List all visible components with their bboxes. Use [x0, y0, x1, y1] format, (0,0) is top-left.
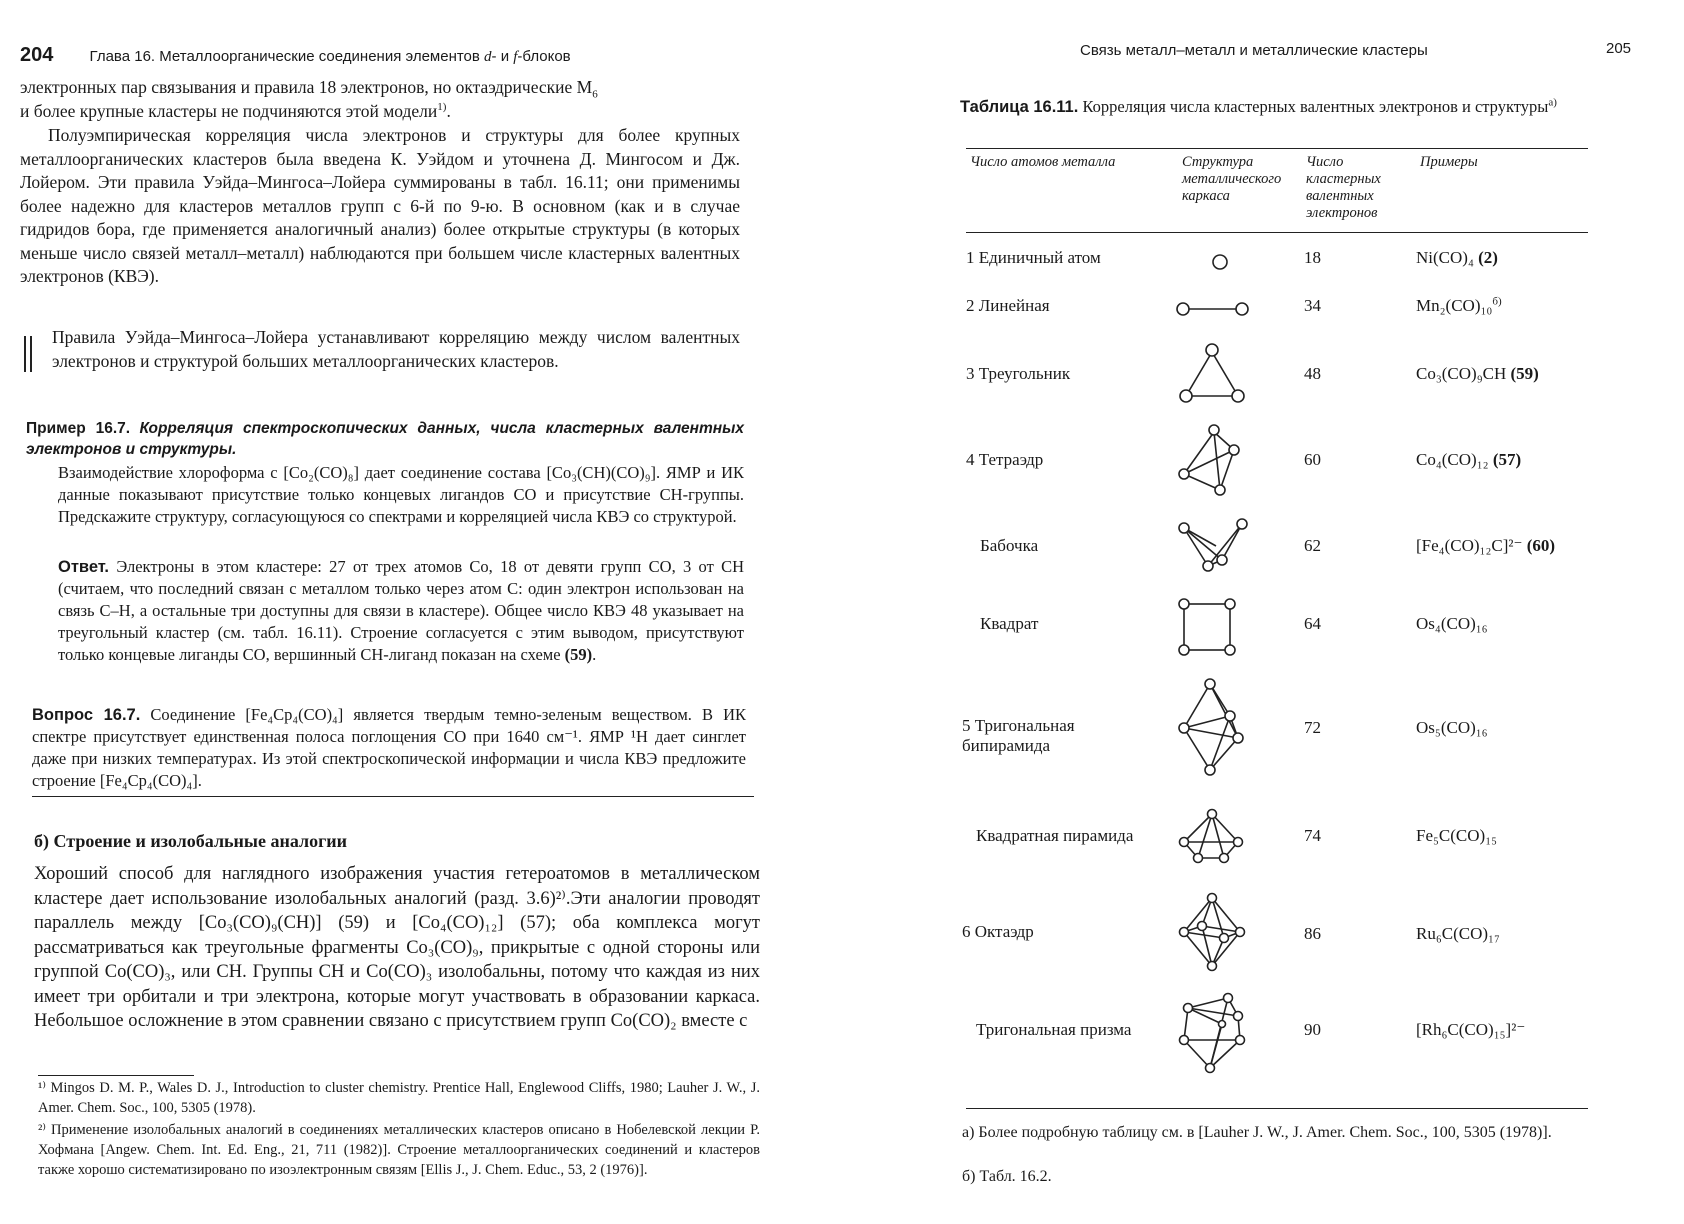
page-number-right: 205	[1606, 40, 1632, 57]
running-head-right: Связь металл–металл и металлические кластеры	[1080, 42, 1428, 59]
table-caption: Таблица 16.11. Корреляция числа кластерных валентных электронов и структуры$^{а)}$	[960, 96, 1557, 116]
left-page	[0, 0, 780, 1224]
row-cve: 74	[1304, 826, 1321, 845]
table-header-rule	[966, 232, 1588, 233]
table-top-rule	[966, 148, 1588, 149]
table-footnote-b: б) Табл. 16.2.	[962, 1168, 1052, 1185]
row-label: Квадрат	[980, 614, 1039, 633]
row-cve: 86	[1304, 924, 1321, 943]
example-heading: Пример 16.7. Корреляция спектроскопических данных, числа кластерных валентных электронов и структуры.	[26, 420, 744, 458]
row-example: [Rh₆C(CO)₁₅]²⁻	[1416, 1020, 1526, 1039]
row-example: Fe₅C(CO)₁₅	[1416, 826, 1498, 845]
rule-marker	[24, 336, 32, 372]
row-cve: 18	[1304, 248, 1321, 267]
structure-octahedron	[1176, 890, 1256, 974]
row-label: 3 Треугольник	[966, 364, 1071, 383]
row-cve: 60	[1304, 450, 1321, 469]
rule-statement: Правила Уэйда–Мингоса–Лойера устанавливают корреляцию между числом валентных электронов и структурой больших металлоорганических кластеров.	[52, 327, 740, 371]
example-body: Взаимодействие хлороформа с [Co₂(CO)₈] дает соединение состава [Co₃(CH)(CO)₉]. ЯМР и ИК данные показывают присутствие только концевых лигандов CO и присутствие CH-группы. Предскажите структуру, согласующуюся со спектрами и корреляцией числа КВЭ со структурой.	[58, 463, 744, 526]
row-label: 6 Октаэдр	[962, 922, 1034, 941]
footnote-1: ¹⁾ Mingos D. M. P., Wales D. J., Introduction to cluster chemistry. Prentice Hall, Englewood Cliffs, 1980; Lauher J. W., J. Amer. Chem. Soc., 100, 5305 (1978).	[38, 1080, 760, 1116]
paragraph-intro: электронных пар связывания и правила 18 электронов, но октаэдрические $M_6$ и более крупные кластеры не подчиняются этой модели$^{1)}$.	[20, 77, 598, 121]
row-cve: 34	[1304, 296, 1321, 315]
row-cve: 72	[1304, 718, 1321, 737]
structure-trigonal-bipyramid	[1176, 676, 1256, 780]
row-label: 2 Линейная	[966, 296, 1050, 315]
structure-tetrahedron	[1176, 420, 1256, 500]
footnote-2: ²⁾ Применение изолобальных аналогий в соединениях металлических кластеров описано в Нобелевской лекции Р. Хофмана [Angew. Chem. Int. Ed. Eng., 21, 711 (1982)]. Строение металлоорганических соединений и кластеров также хорошо систематизировано по изоэлектронным связям [Ellis J., J. Chem. Educ., 53, 2 (1976)].	[38, 1122, 760, 1178]
structure-square	[1176, 596, 1256, 658]
row-cve: 48	[1304, 364, 1321, 383]
row-label: Тригональная призма	[976, 1020, 1132, 1039]
row-example: Mn₂(CO)₁₀$^{б)}$	[1416, 295, 1502, 315]
row-example: Ru₆C(CO)₁₇	[1416, 924, 1500, 943]
row-cve: 90	[1304, 1020, 1321, 1039]
row-label: 4 Тетраэдр	[966, 450, 1044, 469]
structure-butterfly	[1176, 516, 1256, 576]
header-atoms: Число атомов металла	[970, 154, 1116, 170]
table-footnote-a: а) Более подробную таблицу см. в [Lauher J. W., J. Amer. Chem. Soc., 100, 5305 (1978)].	[962, 1124, 1552, 1141]
question-rule	[32, 796, 754, 797]
header-cve: Число кластерных валентных электронов	[1306, 154, 1381, 221]
row-label: Бабочка	[980, 536, 1039, 555]
example-answer: Ответ. Электроны в этом кластере: 27 от трех атомов Co, 18 от девяти групп CO, 3 от CH (считаем, что последний связан с металлом только через атом C: один электрон использован на связь C–H, а остальные три доступны для связи в кластере). Общее число КВЭ 48 указывает на треугольный кластер (см. табл. 16.11). Строение согласуется с этим выводом, присутствуют только концевые лиганды CO, вершинный CH-лиганд показан на схеме (59).	[58, 557, 744, 664]
row-cve: 64	[1304, 614, 1321, 633]
row-example: [Fe₄(CO)₁₂C]²⁻ (60)	[1416, 536, 1556, 555]
running-head-left: 204 Глава 16. Металлоорганические соединения элементов d- и f-блоков	[20, 44, 571, 66]
row-example: Os₅(CO)₁₆	[1416, 718, 1488, 737]
row-label: Квадратная пирамида	[976, 826, 1134, 845]
paragraph-wml: Полуэмпирическая корреляция числа электронов и структуры для более крупных металлоорганических кластеров была введена К. Уэйдом и уточнена Д. Мингосом и Дж. Лойером. Эти правила Уэйда–Мингоса–Лойера суммированы в табл. 16.11; они применимы более надежно для кластеров металлов групп с 6-й по 9-ю. В основном (как и в случае гидридов бора, где применяется аналогичный анализ) более открытые структуры (в которых меньше число связей металл–металл) наблюдаются при большем числе кластерных валентных электронов (КВЭ).	[20, 125, 740, 286]
structure-trigonal-prism	[1176, 990, 1256, 1074]
question-block: Вопрос 16.7. Соединение [Fe₄Cp₄(CO)₄] является твердым темно-зеленым веществом. В ИК спектре присутствует единственная полоса поглощения CO при 1640 см⁻¹. ЯМР ¹H дает синглет даже при низких температурах. Из этой спектроскопической информации и числа КВЭ предложите строение [Fe₄Cp₄(CO)₄].	[32, 705, 746, 790]
row-example: Co₃(CO)₉CH (59)	[1416, 364, 1539, 383]
page-number-left: 204	[20, 44, 54, 66]
table-bottom-rule	[966, 1108, 1588, 1109]
row-example: Ni(CO)₄ (2)	[1416, 248, 1498, 267]
row-example: Os₄(CO)₁₆	[1416, 614, 1488, 633]
row-example: Co₄(CO)₁₂ (57)	[1416, 450, 1522, 469]
row-label: 5 Тригональная бипирамида	[962, 716, 1075, 755]
structure-single-atom	[1208, 250, 1232, 274]
row-cve: 62	[1304, 536, 1321, 555]
section-heading: б) Строение и изолобальные аналогии	[34, 831, 348, 851]
right-page	[940, 0, 1684, 1224]
structure-square-pyramid	[1176, 806, 1256, 870]
footnote-rule	[38, 1075, 194, 1076]
header-examples: Примеры	[1420, 154, 1478, 170]
header-structure: Структура металлического каркаса	[1182, 154, 1282, 204]
structure-triangle	[1176, 340, 1256, 410]
structure-linear	[1176, 298, 1256, 320]
row-label: 1 Единичный атом	[966, 248, 1101, 267]
section-paragraph: Хороший способ для наглядного изображения участия гетероатомов в металлическом кластере дает использование изолобальных аналогий (разд. 3.6)²⁾.Эти аналогии проводят параллель между [Co₃(CO)₉(CH)] (59) и [Co₄(CO)₁₂] (57); оба комплекса могут рассматриваться как треугольные фрагменты Co₃(CO)₉, прикрытые с одной стороны или группой Co(CO)₃, или CH. Группы CH и Co(CO)₃ изолобальны, потому что каждая из них имеет три орбитали и три электрона, которые могут участвовать в образовании каркаса. Небольшое осложнение в этом сравнении связано с присутствием групп Co(CO)₂ вместе с	[34, 864, 760, 1031]
